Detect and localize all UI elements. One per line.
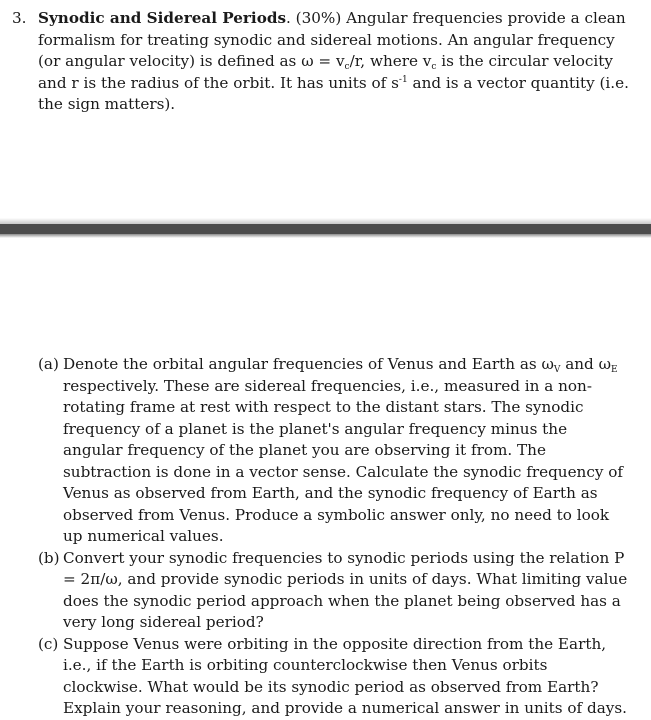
problem-statement — [12, 8, 637, 116]
problem-parts — [38, 354, 628, 720]
definition-end: and is a vector quantity (i.e. the sign matters). — [38, 73, 629, 113]
part-a-label: (a) — [38, 355, 59, 373]
part-a-text-before: Denote the orbital angular frequencies of Venus and Earth as ω — [63, 355, 554, 373]
subscript-c-2: c — [431, 62, 437, 72]
subscript-c: c — [344, 62, 350, 72]
problem-body — [38, 8, 637, 116]
part-b-label: (b) — [38, 548, 60, 567]
problem-title: Synodic and Sidereal Periods — [38, 9, 287, 27]
part-c-label: (c) — [38, 634, 59, 653]
definition-over-r: /r, where v — [349, 52, 432, 70]
part-b-text: Convert your synodic frequencies to synodic periods using the relation P = 2π/ω, and provide synodic periods in units of days. What limiting value does the synodic period approach when the planet being observed has a very long sidereal period? — [63, 548, 628, 631]
part-a-text-after: respectively. These are sidereal frequencies, i.e., measured in a non-rotating frame at rest with respect to the distant stars. The synodic frequency of a planet is the planet's angular frequency minus the angular frequency of the planet you are observing it from. The subtraction is done in a vector sense. Calculate the synodic frequency of Venus as observed from Earth, and the synodic frequency of Earth as observed from Venus. Produce a symbolic answer only, no need to look up numerical values. — [63, 376, 624, 545]
subscript-e: E — [611, 365, 618, 375]
definition-rest: is the circular velocity and r is the radius of the orbit. It has units of s — [38, 52, 613, 92]
part-a — [38, 354, 628, 548]
definition-omega: ω = v — [301, 52, 345, 70]
part-b — [38, 548, 628, 634]
problem-intro: . (30%) Angular frequencies provide a clean formalism for treating synodic and sidereal motions. An angular frequency (or angular velocity) is defined as — [38, 9, 626, 70]
subscript-v: V — [553, 365, 561, 375]
superscript-minus-one: -1 — [398, 74, 408, 85]
page-divider — [0, 224, 651, 234]
part-c-text: Suppose Venus were orbiting in the opposite direction from the Earth, i.e., if the Earth is orbiting counterclockwise then Venus orbits clockwise. What would be its synodic period as observed from Earth? Explain your reasoning, and provide a numerical answer in units of days. — [63, 634, 627, 717]
divider-fade — [0, 234, 651, 238]
problem-number: 3. — [12, 9, 27, 27]
part-a-text-mid: and ω — [560, 355, 611, 373]
